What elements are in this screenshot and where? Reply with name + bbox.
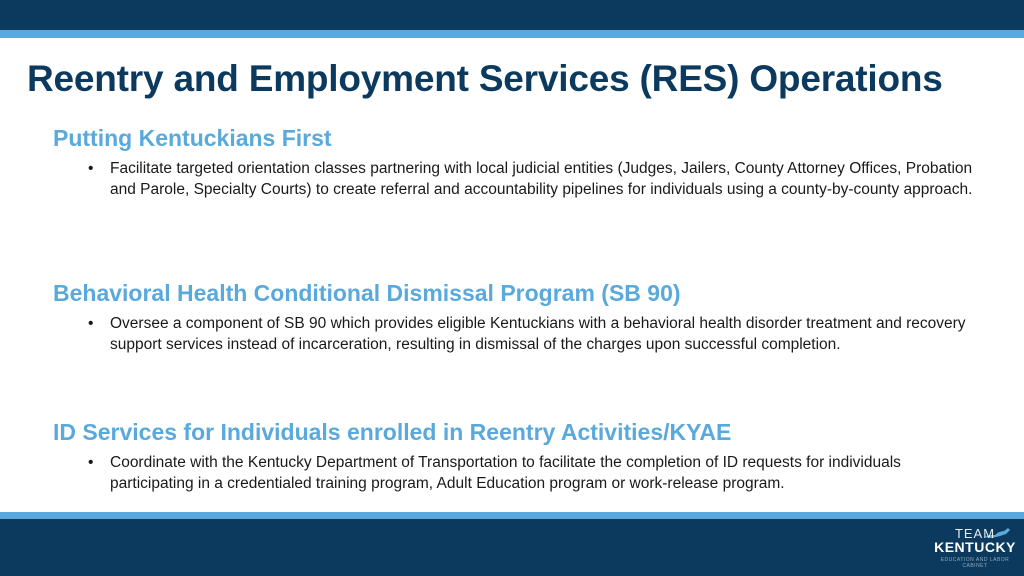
bullet-list <box>53 158 973 200</box>
bullet-text: Oversee a component of SB 90 which provides eligible Kentuckians with a behavioral health disorder treatment and recovery support services instead of incarceration, resulting in dismissal of the charges upon successful completion. <box>110 315 966 353</box>
bullet-marker: • <box>88 315 94 332</box>
bullet-list <box>53 313 973 355</box>
team-kentucky-logo <box>932 527 1018 571</box>
slide-title: Reentry and Employment Services (RES) Operations <box>27 58 943 99</box>
bullet-text: Facilitate targeted orientation classes partnering with local judicial entities (Judges, Jailers, County Attorney Offices, Probation and Parole, Specialty Courts) to create referral and accountability pipelines for individuals using a county-by-county approach. <box>110 160 973 198</box>
bullet-item <box>88 313 973 355</box>
section-heading: ID Services for Individuals enrolled in Reentry Activities/KYAE <box>53 419 732 445</box>
section-id-services <box>53 419 973 494</box>
top-banner <box>0 0 1024 30</box>
section-behavioral-health <box>53 280 973 355</box>
bottom-accent-stripe <box>0 512 1024 519</box>
bullet-list <box>53 452 973 494</box>
bullet-marker: • <box>88 454 94 471</box>
bullet-item <box>88 452 973 494</box>
logo-kentucky-text: KENTUCKY <box>934 539 1016 555</box>
bullet-text: Coordinate with the Kentucky Department of Transportation to facilitate the completion of ID requests for individuals participating in a credentialed training program, Adult Education program or work-release program. <box>110 454 901 492</box>
bullet-item <box>88 158 973 200</box>
top-accent-stripe <box>0 30 1024 38</box>
section-putting-kentuckians-first <box>53 125 973 200</box>
logo-team-text: TEAM <box>954 526 996 541</box>
section-heading: Behavioral Health Conditional Dismissal Program (SB 90) <box>53 280 681 306</box>
section-heading: Putting Kentuckians First <box>53 125 332 151</box>
bullet-marker: • <box>88 160 94 177</box>
logo-subtitle-text: EDUCATION AND LABOR CABINET <box>940 557 1010 569</box>
bottom-banner <box>0 519 1024 576</box>
